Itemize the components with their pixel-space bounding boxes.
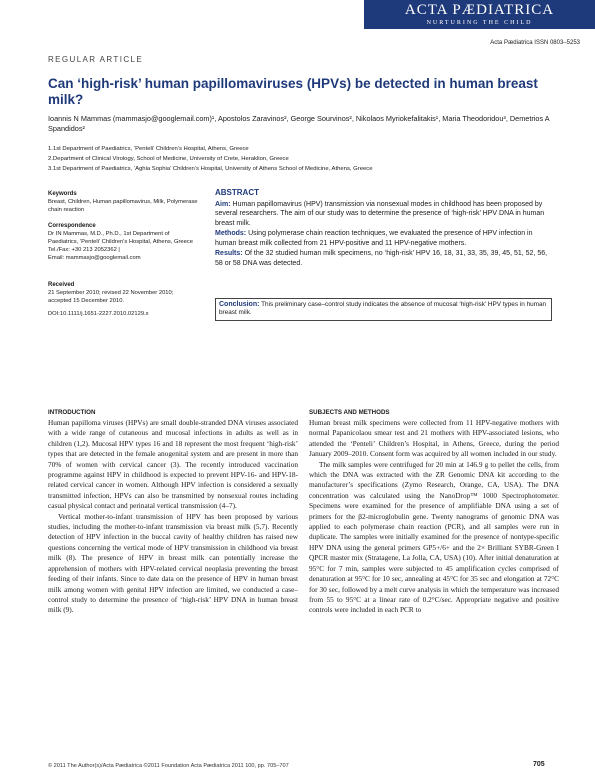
correspondence-address: Dr IN Mammas, M.D., Ph.D., 1st Department of Paediatrics, ‘Penteli’ Children’s Hospital, Athens, Greece xyxy=(48,231,193,245)
author-list: Ioannis N Mammas (mammasjo@googlemail.com)¹, Apostolos Zaravinos², George Sourvinos², Nikolaos Myriokefalitakis¹, Maria Theodoridou³, Demetrios A Spandidos² xyxy=(48,114,550,133)
body-column-right xyxy=(309,408,559,616)
methods-heading: SUBJECTS AND METHODS xyxy=(309,409,390,416)
results-text: Of the 32 studied human milk specimens, no ‘high-risk’ HPV 16, 18, 31, 33, 35, 39, 45, 51, 52, 56, 58 or 58 DNA was detected. xyxy=(215,250,548,267)
methods-text: Using polymerase chain reaction techniques, we evaluated the presence of HPV infection in human breast milk collected from 21 HPV-positive and 11 HPV-negative mothers. xyxy=(215,230,533,247)
abstract-methods xyxy=(215,229,552,248)
results-label: Results: xyxy=(215,250,243,257)
conclusion-label: Conclusion: xyxy=(219,301,260,308)
page-number: 705 xyxy=(533,761,545,768)
received-block xyxy=(48,281,198,318)
aim-text: Human papillomavirus (HPV) transmission via nonsexual modes in childhood has been proposed by several researchers. The aim of our study was to determine the presence of ‘high-risk’ HPV DNA in human breast milk. xyxy=(215,200,545,227)
journal-banner xyxy=(364,0,595,29)
received-dates: 21 September 2010; revised 22 November 2010; accepted 15 December 2010. xyxy=(48,290,174,304)
body-column-left xyxy=(48,408,298,616)
article-title: Can ‘high-risk’ human papillomaviruses (HPVs) be detected in human breast milk? xyxy=(48,76,538,107)
correspondence-email[interactable]: Email: mammasjo@googlemail.com xyxy=(48,255,141,261)
tel-fax: Tel./Fax: +30 213 2052362 | xyxy=(48,247,120,253)
conclusion-text: This preliminary case–control study indicates the absence of mucosal ‘high-risk’ HPV types in human breast milk. xyxy=(219,301,547,317)
conclusion-box xyxy=(215,298,552,321)
intro-paragraph-2: Vertical mother-to-infant transmission of HPV has been proposed by various studies, including the mother-to-infant transmission via breast milk (5,7). Recently detection of HPV infection in the buccal cavity of healthy children has raised new questions concerning the vertical mode of HPV transmission in childhood via breast milk (8). The presence of HPV in breast milk can potentially increase the apprehension of mothers with HPV-related cervical neoplasia preventing the breast feeding of their infants. Since to date data on the presence of HPV in human breast milk among women with genital HPV infection are limited, we conducted a case–control study to determine the presence of ‘high-risk’ HPV DNA in human breast milk (9). xyxy=(48,511,298,615)
correspondence-heading: Correspondence xyxy=(48,223,96,229)
affiliation-3: 3.1st Department of Paediatrics, ‘Aghia Sophia’ Children’s Hospital, University of Athens School of Medicine, Athens, Greece xyxy=(48,166,373,172)
affiliations xyxy=(48,144,558,174)
received-heading: Received xyxy=(48,282,75,288)
abstract-heading: ABSTRACT xyxy=(215,188,259,197)
introduction-heading: INTRODUCTION xyxy=(48,409,96,416)
abstract-results xyxy=(215,249,552,268)
affiliation-2: 2.Department of Clinical Virology, School of Medicine, University of Crete, Heraklion, Greece xyxy=(48,156,289,162)
aim-label: Aim: xyxy=(215,200,231,208)
issn: Acta Pædiatrica ISSN 0803–5253 xyxy=(490,40,580,46)
correspondence-block xyxy=(48,222,198,262)
journal-tagline: NURTURING THE CHILD xyxy=(426,20,533,26)
intro-paragraph-1: Human papilloma viruses (HPVs) are small double-stranded DNA viruses associated with a wide range of cutaneous and mucosal infections in adults as well as in children (1,2). Mucosal HPV types 16 and 18 represent the most frequent ‘high-risk’ types that are detected in the female anogenital system and are present in more than 70% of women with cervical cancer (3). The recently introduced vaccination programme against HPV in childhood is expected to prevent HPV-16- and HPV-18-related cervical cancer in women. Although HPV infection is considered a sexually transmitted infection, HPVs can also be transmitted by nonsexual routes including casual physical contact and perinatal vertical transmission (4–7). xyxy=(48,418,298,511)
methods-paragraph-1: Human breast milk specimens were collected from 11 HPV-negative mothers with normal Papanicolaou smear test and 21 mothers with HPV-associated lesions, who attended the ‘Penteli’ Children’s Hospital, in Athens, Greece, during the period January 2009–2010. Consent form was acquired by all women included in our study. xyxy=(309,418,559,459)
methods-label: Methods: xyxy=(215,230,247,237)
keywords: Breast, Children, Human papillomavirus, Milk, Polymerase chain reaction xyxy=(48,199,198,213)
methods-paragraph-2: The milk samples were centrifuged for 20 min at 146.9 g to pellet the cells, from which the DNA was extracted with the ZR Genomic DNA kit according to the manufacturer’s specifications (Zymo Research, Orange, CA, USA). The DNA concentration was calculated using the NanoDrop™ 1000 Spectrophotometer. Specimens were examined for the presence of amplifiable DNA using a set of primers for the β2-microglobulin gene. Twenty nanograms of genomic DNA was applied to each polymerase chain reaction (PCR), and all samples were run in duplicate. The samples were initially examined for the presence of nontype-specific HPV DNA using the general primers GP5+/6+ and the 2× Brilliant SYBR-Green I QPCR master mix (Stratagene, La Jolla, CA, USA) (10). After initial denaturation at 95°C for 7 min, samples were subjected to 45 amplification cycles comprised of denaturation at 95°C for 10 sec, annealing at 45°C for 35 sec and elongation at 72°C for 30 sec, followed by a melt curve analysis in which the temperature was increased from 55 to 95°C at a linear rate of 0.2°C/sec. Appropriate negative and positive controls were included in each PCR to xyxy=(309,459,559,615)
abstract xyxy=(215,188,552,269)
doi[interactable]: DOI:10.1111/j.1651-2227.2010.02129.x xyxy=(48,311,149,317)
keywords-heading: Keywords xyxy=(48,191,77,197)
affiliation-1: 1.1st Department of Paediatrics, ‘Penteli’ Children’s Hospital, Athens, Greece xyxy=(48,146,249,152)
footer-copyright: © 2011 The Author(s)/Acta Pædiatrica ©2011 Foundation Acta Pædiatrica 2011 100, pp. 705–707 xyxy=(48,763,289,769)
article-type: REGULAR ARTICLE xyxy=(48,55,144,64)
journal-name: ACTA PÆDIATRICA xyxy=(404,2,555,18)
abstract-aim xyxy=(215,200,552,229)
keywords-block xyxy=(48,190,198,214)
